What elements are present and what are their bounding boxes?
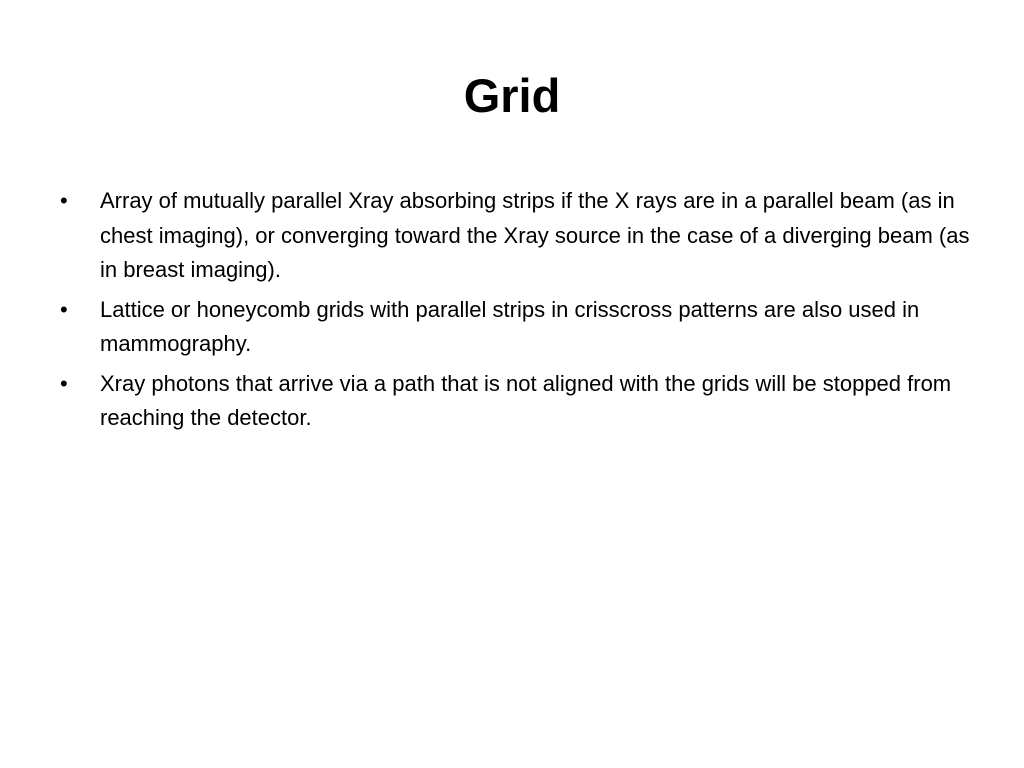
bullet-item [60, 293, 970, 362]
bullet-icon: • [60, 188, 68, 213]
slide-title: Grid [463, 69, 561, 122]
bullet-text: Array of mutually parallel Xray absorbing strips if the X rays are in a parallel beam (as in chest imaging), or converging toward the Xray source in the case of a diverging beam (as in breast imaging). [100, 188, 970, 282]
bullet-icon: • [60, 370, 68, 396]
bullet-text: Lattice or honeycomb grids with parallel strips in crisscross patterns are also used in mammography. [100, 296, 920, 356]
bullet-item [60, 184, 970, 288]
bullet-list [60, 184, 970, 441]
bullet-item [60, 367, 970, 436]
bullet-icon: • [60, 296, 68, 322]
bullet-text: Xray photons that arrive via a path that is not aligned with the grids will be stopped from reaching the detector. [100, 370, 952, 430]
